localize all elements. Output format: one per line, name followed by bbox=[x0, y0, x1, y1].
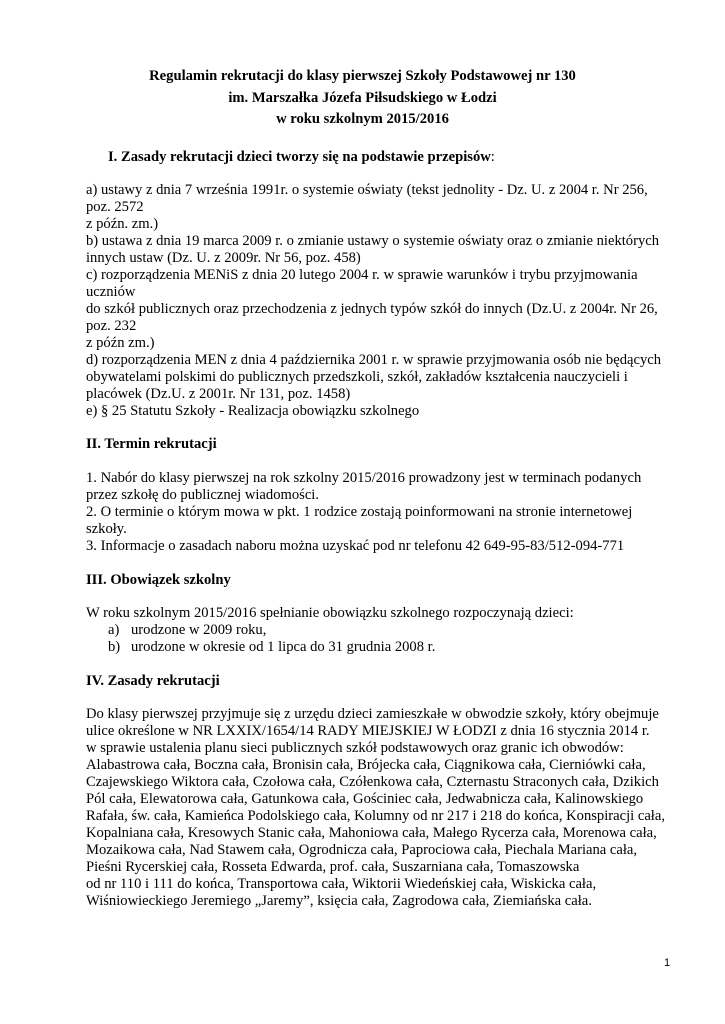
section-1-line: d) rozporządzenia MEN z dnia 4 października 2001 r. w sprawie przyjmowania osób nie będących bbox=[86, 352, 662, 368]
list-item-marker: b) bbox=[108, 639, 121, 655]
list-item: urodzone w okresie od 1 lipca do 31 grudnia 2008 r. bbox=[131, 639, 436, 655]
section-1-heading-suffix: : bbox=[490, 149, 495, 165]
section-4-line: Do klasy pierwszej przyjmuje się z urzędu dzieci zamieszkałe w obwodzie szkoły, który obejmuje bbox=[86, 706, 659, 722]
section-2-line: 1. Nabór do klasy pierwszej na rok szkolny 2015/2016 prowadzony jest w terminach podanych bbox=[86, 470, 642, 486]
section-1-line: a) ustawy z dnia 7 września 1991r. o systemie oświaty (tekst jednolity - Dz. U. z 2004 r. Nr 256, bbox=[86, 182, 648, 198]
section-2-line: przez szkołę do publicznej wiadomości. bbox=[86, 487, 320, 503]
section-1-line: poz. 2572 bbox=[86, 199, 144, 215]
section-1-line: c) rozporządzenia MENiS z dnia 20 lutego 2004 r. w sprawie warunków i trybu przyjmowania bbox=[86, 267, 638, 283]
section-2-heading: II. Termin rekrutacji bbox=[86, 436, 217, 452]
section-4-line: Mozaikowa cała, Nad Stawem cała, Ogrodnicza cała, Paprociowa cała, Piechala Mariana cała, bbox=[86, 842, 638, 858]
section-1-line: z późn zm.) bbox=[86, 335, 155, 351]
section-4-line: ulice określone w NR LXXIX/1654/14 RADY MIEJSKIEJ W ŁODZI z dnia 16 stycznia 2014 r. bbox=[86, 723, 650, 739]
section-4-line: w sprawie ustalenia planu sieci publicznych szkół podstawowych oraz granic ich obwodów: bbox=[86, 740, 624, 756]
section-2-line: 3. Informacje o zasadach naboru można uzyskać pod nr telefonu 42 649-95-83/512-094-771 bbox=[86, 538, 625, 554]
page-number: 1 bbox=[664, 957, 671, 969]
section-4-line: Alabastrowa cała, Boczna cała, Bronisin cała, Brójecka cała, Ciągnikowa cała, Cierniówki cała, bbox=[86, 757, 646, 773]
section-4-line: Wiśniowieckiego Jeremiego „Jaremy”, księcia cała, Zagrodowa cała, Ziemiańska cała. bbox=[86, 893, 592, 909]
section-3-heading: III. Obowiązek szkolny bbox=[86, 572, 231, 588]
section-4-line: Kopalniana cała, Kresowych Stanic cała, Mahoniowa cała, Małego Rycerza cała, Morenowa cała, bbox=[86, 825, 657, 841]
section-4-line: Pieśni Rycerskiej cała, Rosseta Edwarda, prof. cała, Suszarniana cała, Tomaszowska bbox=[86, 859, 580, 875]
title-line-2: im. Marszałka Józefa Piłsudskiego w Łodzi bbox=[228, 90, 497, 106]
section-1-line: innych ustaw (Dz. U. z 2009r. Nr 56, poz. 458) bbox=[86, 250, 361, 266]
section-2-line: 2. O terminie o którym mowa w pkt. 1 rodzice zostają poinformowani na stronie internetowej bbox=[86, 504, 633, 520]
section-1-line: placówek (Dz.U. z 2001r. Nr 131, poz. 1458) bbox=[86, 386, 351, 402]
section-4-heading: IV. Zasady rekrutacji bbox=[86, 673, 220, 689]
section-4-line: od nr 110 i 111 do końca, Transportowa cała, Wiktorii Wiedeńskiej cała, Wiskicka cała, bbox=[86, 876, 597, 892]
section-1-line: obywatelami polskimi do publicznych przedszkoli, szkół, zakładów kształcenia nauczycieli i bbox=[86, 369, 628, 385]
list-item-marker: a) bbox=[108, 622, 120, 638]
list-item: urodzone w 2009 roku, bbox=[131, 622, 267, 638]
title-line-1: Regulamin rekrutacji do klasy pierwszej Szkoły Podstawowej nr 130 bbox=[149, 68, 576, 84]
section-1-heading-text: I. Zasady rekrutacji dzieci tworzy się na podstawie przepisów bbox=[108, 149, 491, 165]
section-2-line: szkoły. bbox=[86, 521, 127, 537]
section-1-line: poz. 232 bbox=[86, 318, 137, 334]
section-4-line: Czajewskiego Wiktora cała, Czołowa cała, Czółenkowa cała, Czternastu Straconych cała, Dzikich bbox=[86, 774, 659, 790]
section-4-line: Rafała, św. cała, Kamieńca Podolskiego cała, Kolumny od nr 217 i 218 do końca, Konspiracji cała, bbox=[86, 808, 665, 824]
section-1-line: uczniów bbox=[86, 284, 136, 300]
section-1-heading bbox=[108, 149, 495, 167]
title-line-3: w roku szkolnym 2015/2016 bbox=[276, 111, 449, 127]
section-1-line: z późn. zm.) bbox=[86, 216, 159, 232]
section-4-line: Pól cała, Elewatorowa cała, Gatunkowa cała, Gościniec cała, Jedwabnicza cała, Kalinowskiego bbox=[86, 791, 644, 807]
section-1-line: e) § 25 Statutu Szkoły - Realizacja obowiązku szkolnego bbox=[86, 403, 420, 419]
section-1-line: b) ustawa z dnia 19 marca 2009 r. o zmianie ustawy o systemie oświaty oraz o zmianie niektórych bbox=[86, 233, 660, 249]
section-1-line: do szkół publicznych oraz przechodzenia z jednych typów szkół do innych (Dz.U. z 2004r. Nr 26, bbox=[86, 301, 658, 317]
section-3-intro: W roku szkolnym 2015/2016 spełnianie obowiązku szkolnego rozpoczynają dzieci: bbox=[86, 605, 574, 621]
